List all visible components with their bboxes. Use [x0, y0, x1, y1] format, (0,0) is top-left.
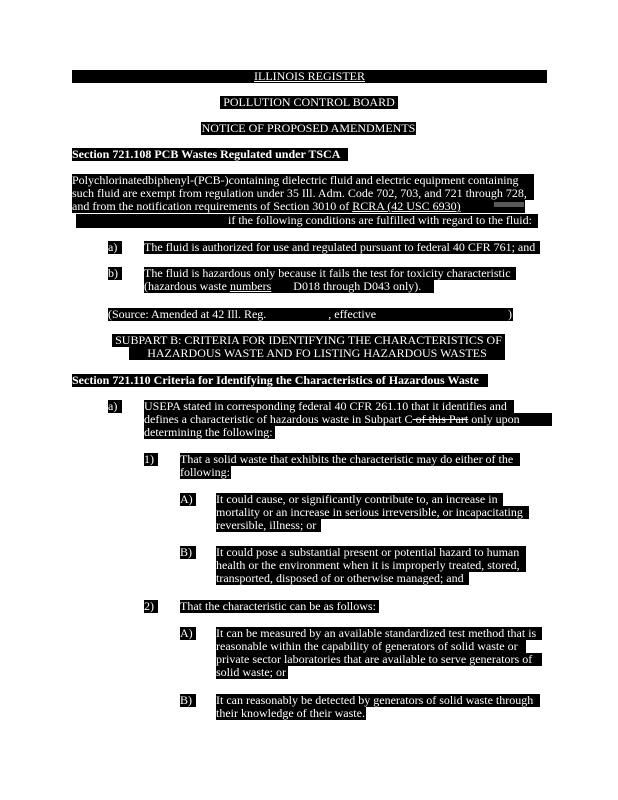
item-b-label: b)	[108, 267, 122, 280]
s110-2B-line-2: their knowledge of their waste.	[216, 707, 365, 720]
subpart-heading-line-1: SUBPART B: CRITERIA FOR IDENTIFYING THE CHARACTERISTICS OF	[112, 334, 505, 347]
s110-2B-label: B)	[180, 694, 196, 707]
s110-a-line-2-post: only upon	[468, 413, 520, 426]
s110-2B-line-1: It can reasonably be detected by generators of solid waste through	[216, 694, 540, 707]
s110-1B-line-3: transported, disposed of or otherwise managed; and	[216, 572, 469, 585]
para-line-3-pre: and from the notification requirements of Section 3010 of	[72, 200, 353, 213]
s110-1A-label: A)	[180, 493, 196, 506]
section-108-paragraph	[72, 174, 534, 187]
item-a-label: a)	[108, 241, 122, 254]
register-title: ILLINOIS REGISTER	[254, 70, 365, 83]
s110-1B-line-2: health or the environment when it is improperly treated, stored,	[216, 559, 526, 572]
source-pre: (Source: Amended at 42 Ill. Reg.	[108, 308, 267, 321]
para-line-1: Polychlorinatedbiphenyl-(PCB-)containing dielectric fluid and electric equipment containing	[72, 174, 519, 187]
waste-numbers-link: numbers	[229, 280, 272, 293]
notice-title-text: NOTICE OF PROPOSED AMENDMENTS	[201, 122, 416, 135]
register-header	[72, 70, 547, 83]
section-110-heading: Section 721.110 Criteria for Identifying the Characteristics of Hazardous Waste	[72, 374, 488, 387]
source-mid: , effective	[328, 308, 377, 321]
s110-a-line-1: USEPA stated in corresponding federal 40 CFR 261.10 that it identifies and	[144, 400, 514, 413]
source-end: )	[508, 308, 513, 321]
item-b-line-2-pre: (hazardous waste	[144, 280, 230, 293]
s110-1B-label: B)	[180, 546, 196, 559]
para-line-3-box	[72, 200, 525, 213]
subpart-heading-line-2: HAZARDOUS WASTE AND FO LISTING HAZARDOUS WASTES	[129, 347, 505, 360]
s110-a-line-2	[144, 413, 552, 426]
s110-1-label: 1)	[144, 453, 158, 466]
s110-a-line-3: determining the following:	[144, 426, 275, 439]
board-title	[220, 96, 398, 109]
s110-1B-line-1: It could pose a substantial present or potential hazard to human	[216, 546, 526, 559]
s110-1-line-2: following:	[180, 466, 230, 479]
s110-1A-line-2: mortality or an increase in serious irreversible, or incapacitating	[216, 506, 529, 519]
item-b-line-2-post: D018 through D043 only).	[293, 280, 422, 293]
s110-2A-line-3: private sector laboratories that are available to serve generators of	[216, 653, 542, 666]
s110-a-line-2-pre: defines a characteristic of hazardous waste in Subpart C	[144, 413, 413, 426]
s110-2A-line-4: solid waste; or	[216, 666, 286, 679]
para-line-4: if the following conditions are fulfilled with regard to the fluid:	[228, 214, 532, 227]
s110-2A-label: A)	[180, 627, 196, 640]
rcra-citation-link[interactable]: RCRA (42 USC 6930)	[352, 200, 461, 213]
para-line-2: such fluid are exempt from regulation under 35 Ill. Adm. Code 702, 703, and 721 through 728,	[72, 187, 527, 200]
s110-2A-line-1: It can be measured by an available standardized test method that is	[216, 627, 542, 640]
item-a-text: The fluid is authorized for use and regulated pursuant to federal 40 CFR 761; and	[144, 241, 540, 254]
s110-1A-line-3: reversible, illness; or	[216, 519, 321, 532]
para-line-4-box	[76, 214, 538, 228]
board-title-text: POLLUTION CONTROL BOARD	[223, 96, 395, 109]
para-line-2-box	[72, 187, 534, 200]
redaction-1	[494, 202, 524, 207]
s110-1A-line-1: It could cause, or significantly contribute to, an increase in	[216, 493, 503, 506]
s110-2-line-1: That the characteristic can be as follows:	[180, 600, 379, 613]
s110-2-label: 2)	[144, 600, 158, 613]
s110-2A-line-2: reasonable within the capability of generators of solid waste or	[216, 640, 526, 653]
s110-a-label: a)	[108, 400, 122, 413]
s110-a-line-2-strike: of this Part	[412, 413, 469, 426]
item-b-line-1: The fluid is hazardous only because it fails the test for toxicity characteristic	[144, 267, 516, 280]
notice-title	[201, 122, 416, 135]
s110-1-line-1: That a solid waste that exhibits the characteristic may do either of the	[180, 453, 520, 466]
source-line	[108, 308, 513, 321]
item-b-line-2	[144, 280, 434, 293]
section-108-heading: Section 721.108 PCB Wastes Regulated under TSCA	[72, 148, 348, 161]
